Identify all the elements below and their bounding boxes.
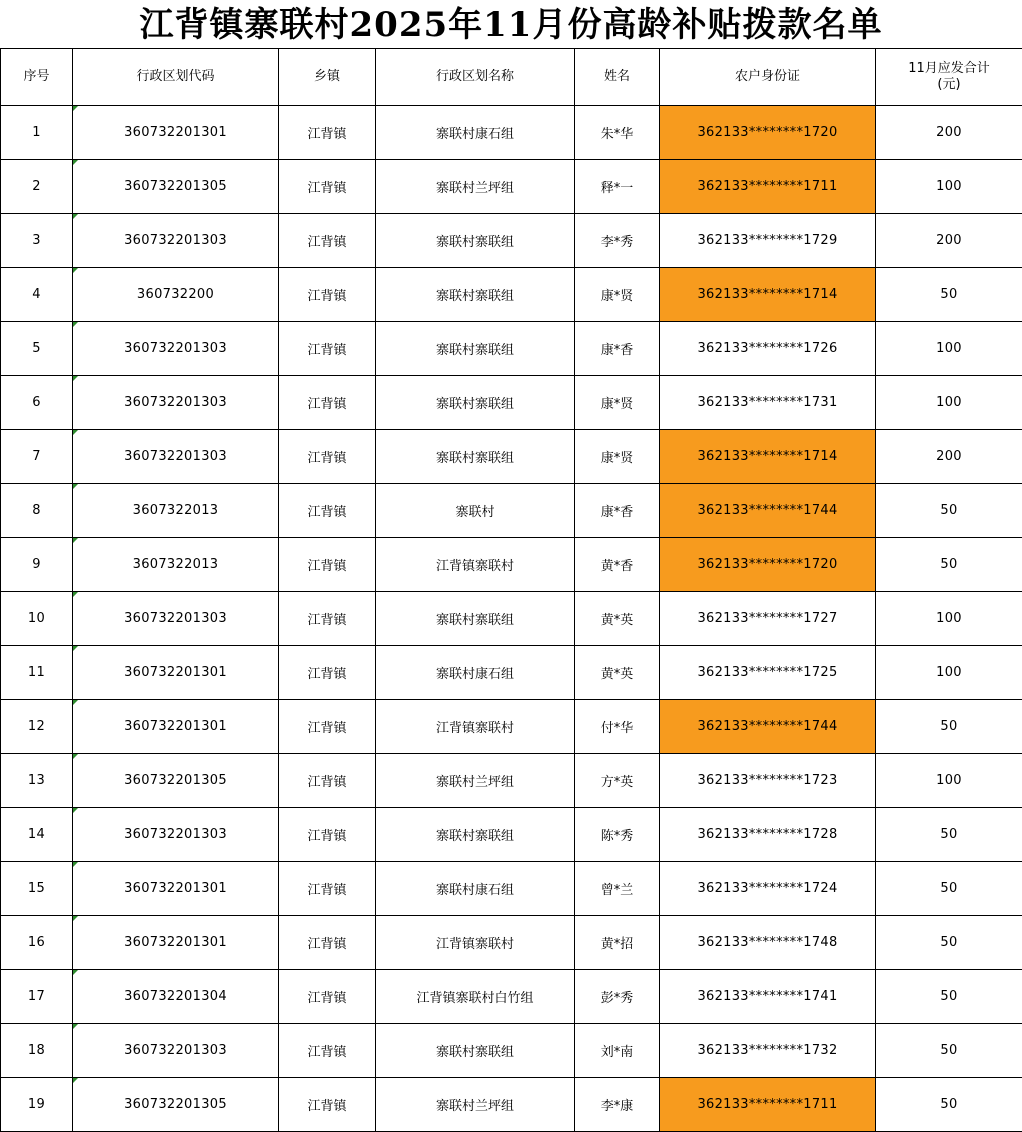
cell-region: 寨联村兰坪组 <box>376 754 575 808</box>
cell-id: 362133********1714 <box>660 268 876 322</box>
cell-id: 362133********1724 <box>660 862 876 916</box>
cell-town: 江背镇 <box>279 808 376 862</box>
cell-town: 江背镇 <box>279 484 376 538</box>
cell-region: 寨联村寨联组 <box>376 592 575 646</box>
cell-region: 寨联村康石组 <box>376 862 575 916</box>
cell-code <box>73 1078 279 1132</box>
cell-marker-icon <box>73 214 78 219</box>
cell-code <box>73 268 279 322</box>
cell-code <box>73 538 279 592</box>
cell-town: 江背镇 <box>279 322 376 376</box>
cell-seq: 15 <box>1 862 73 916</box>
cell-code-text: 360732201304 <box>124 989 227 1004</box>
table-row <box>1 430 1022 484</box>
cell-name: 李*秀 <box>575 214 660 268</box>
cell-region: 寨联村寨联组 <box>376 322 575 376</box>
cell-id: 362133********1744 <box>660 700 876 754</box>
cell-name: 黄*香 <box>575 538 660 592</box>
cell-seq: 4 <box>1 268 73 322</box>
cell-code <box>73 862 279 916</box>
cell-id: 362133********1748 <box>660 916 876 970</box>
cell-seq: 5 <box>1 322 73 376</box>
cell-town: 江背镇 <box>279 862 376 916</box>
cell-name: 康*贤 <box>575 430 660 484</box>
table-row <box>1 106 1022 160</box>
cell-seq: 7 <box>1 430 73 484</box>
cell-name: 方*英 <box>575 754 660 808</box>
cell-code <box>73 376 279 430</box>
header-row <box>1 49 1022 106</box>
table-row <box>1 322 1022 376</box>
cell-name: 黄*英 <box>575 592 660 646</box>
cell-code <box>73 430 279 484</box>
cell-amount: 50 <box>876 268 1022 322</box>
table-row <box>1 1078 1022 1132</box>
cell-id: 362133********1720 <box>660 538 876 592</box>
cell-code <box>73 754 279 808</box>
cell-marker-icon <box>73 808 78 813</box>
cell-region: 江背镇寨联村 <box>376 700 575 754</box>
cell-seq: 8 <box>1 484 73 538</box>
table-row <box>1 592 1022 646</box>
cell-name: 康*贤 <box>575 268 660 322</box>
cell-code-text: 360732201301 <box>124 125 227 140</box>
cell-amount: 50 <box>876 484 1022 538</box>
cell-name: 彭*秀 <box>575 970 660 1024</box>
table-header <box>1 49 1022 106</box>
cell-town: 江背镇 <box>279 160 376 214</box>
cell-id: 362133********1727 <box>660 592 876 646</box>
cell-town: 江背镇 <box>279 268 376 322</box>
table-body <box>1 106 1022 1132</box>
cell-code-text: 360732201303 <box>124 449 227 464</box>
cell-code <box>73 700 279 754</box>
cell-town: 江背镇 <box>279 916 376 970</box>
cell-region: 寨联村康石组 <box>376 646 575 700</box>
cell-code-text: 3607322013 <box>133 503 219 518</box>
cell-id: 362133********1744 <box>660 484 876 538</box>
cell-code <box>73 592 279 646</box>
cell-code <box>73 970 279 1024</box>
cell-marker-icon <box>73 376 78 381</box>
page-title: 江背镇寨联村2025年11月份高龄补贴拨款名单 <box>0 0 1022 48</box>
cell-amount: 50 <box>876 538 1022 592</box>
cell-town: 江背镇 <box>279 376 376 430</box>
cell-name: 曾*兰 <box>575 862 660 916</box>
cell-code <box>73 1024 279 1078</box>
cell-code-text: 360732201301 <box>124 665 227 680</box>
cell-code-text: 360732201303 <box>124 827 227 842</box>
cell-region: 江背镇寨联村白竹组 <box>376 970 575 1024</box>
cell-region: 寨联村寨联组 <box>376 808 575 862</box>
cell-marker-icon <box>73 430 78 435</box>
cell-amount: 200 <box>876 214 1022 268</box>
cell-town: 江背镇 <box>279 700 376 754</box>
cell-town: 江背镇 <box>279 754 376 808</box>
cell-code-text: 360732201301 <box>124 881 227 896</box>
cell-name: 康*香 <box>575 484 660 538</box>
cell-amount: 50 <box>876 808 1022 862</box>
cell-amount: 100 <box>876 592 1022 646</box>
header-amount <box>876 49 1022 106</box>
cell-marker-icon <box>73 700 78 705</box>
cell-amount: 50 <box>876 970 1022 1024</box>
cell-marker-icon <box>73 646 78 651</box>
cell-seq: 1 <box>1 106 73 160</box>
cell-id: 362133********1732 <box>660 1024 876 1078</box>
cell-region: 江背镇寨联村 <box>376 916 575 970</box>
cell-amount: 100 <box>876 754 1022 808</box>
header-region: 行政区划名称 <box>376 49 575 106</box>
header-town: 乡镇 <box>279 49 376 106</box>
table-row <box>1 268 1022 322</box>
cell-id: 362133********1711 <box>660 1078 876 1132</box>
cell-region: 寨联村寨联组 <box>376 430 575 484</box>
cell-code-text: 360732201301 <box>124 935 227 950</box>
cell-code-text: 360732201305 <box>124 773 227 788</box>
cell-town: 江背镇 <box>279 538 376 592</box>
cell-code-text: 3607322013 <box>133 557 219 572</box>
cell-id: 362133********1725 <box>660 646 876 700</box>
cell-amount: 50 <box>876 862 1022 916</box>
cell-amount: 50 <box>876 700 1022 754</box>
cell-marker-icon <box>73 970 78 975</box>
cell-region: 寨联村兰坪组 <box>376 160 575 214</box>
header-code: 行政区划代码 <box>73 49 279 106</box>
cell-marker-icon <box>73 538 78 543</box>
cell-region: 寨联村 <box>376 484 575 538</box>
cell-town: 江背镇 <box>279 214 376 268</box>
cell-region: 寨联村寨联组 <box>376 214 575 268</box>
cell-region: 寨联村寨联组 <box>376 268 575 322</box>
table-row <box>1 862 1022 916</box>
cell-code <box>73 916 279 970</box>
table-row <box>1 916 1022 970</box>
cell-name: 康*香 <box>575 322 660 376</box>
cell-code-text: 360732201303 <box>124 611 227 626</box>
cell-marker-icon <box>73 754 78 759</box>
cell-amount: 100 <box>876 646 1022 700</box>
cell-town: 江背镇 <box>279 1078 376 1132</box>
cell-name: 朱*华 <box>575 106 660 160</box>
cell-seq: 12 <box>1 700 73 754</box>
cell-id: 362133********1714 <box>660 430 876 484</box>
cell-code <box>73 484 279 538</box>
cell-seq: 19 <box>1 1078 73 1132</box>
cell-id: 362133********1741 <box>660 970 876 1024</box>
header-id: 农户身份证 <box>660 49 876 106</box>
cell-town: 江背镇 <box>279 106 376 160</box>
cell-id: 362133********1731 <box>660 376 876 430</box>
header-amount-line1: 11月应发合计 <box>876 61 1022 77</box>
cell-region: 寨联村兰坪组 <box>376 1078 575 1132</box>
cell-name: 康*贤 <box>575 376 660 430</box>
cell-region: 江背镇寨联村 <box>376 538 575 592</box>
cell-id: 362133********1720 <box>660 106 876 160</box>
cell-name: 刘*南 <box>575 1024 660 1078</box>
cell-marker-icon <box>73 592 78 597</box>
table-row <box>1 646 1022 700</box>
cell-seq: 16 <box>1 916 73 970</box>
cell-marker-icon <box>73 268 78 273</box>
cell-name: 李*康 <box>575 1078 660 1132</box>
cell-code <box>73 322 279 376</box>
cell-id: 362133********1728 <box>660 808 876 862</box>
cell-seq: 10 <box>1 592 73 646</box>
table-row <box>1 1024 1022 1078</box>
cell-seq: 17 <box>1 970 73 1024</box>
cell-region: 寨联村寨联组 <box>376 376 575 430</box>
cell-code-text: 360732201303 <box>124 1043 227 1058</box>
cell-town: 江背镇 <box>279 970 376 1024</box>
cell-code <box>73 808 279 862</box>
cell-name: 付*华 <box>575 700 660 754</box>
cell-name: 陈*秀 <box>575 808 660 862</box>
header-name: 姓名 <box>575 49 660 106</box>
cell-marker-icon <box>73 862 78 867</box>
table-row <box>1 754 1022 808</box>
subsidy-table <box>0 48 1022 1132</box>
table-row <box>1 970 1022 1024</box>
cell-seq: 2 <box>1 160 73 214</box>
cell-id: 362133********1723 <box>660 754 876 808</box>
cell-seq: 6 <box>1 376 73 430</box>
cell-name: 释*一 <box>575 160 660 214</box>
cell-code-text: 360732200 <box>137 287 214 302</box>
cell-id: 362133********1726 <box>660 322 876 376</box>
cell-code <box>73 106 279 160</box>
cell-marker-icon <box>73 160 78 165</box>
cell-code-text: 360732201303 <box>124 233 227 248</box>
table-row <box>1 808 1022 862</box>
cell-amount: 50 <box>876 916 1022 970</box>
cell-id: 362133********1711 <box>660 160 876 214</box>
cell-amount: 200 <box>876 106 1022 160</box>
cell-town: 江背镇 <box>279 646 376 700</box>
cell-marker-icon <box>73 1078 78 1083</box>
cell-code-text: 360732201305 <box>124 1097 227 1112</box>
cell-code-text: 360732201305 <box>124 179 227 194</box>
table-row <box>1 538 1022 592</box>
cell-code-text: 360732201303 <box>124 395 227 410</box>
cell-marker-icon <box>73 322 78 327</box>
table-row <box>1 376 1022 430</box>
cell-name: 黄*招 <box>575 916 660 970</box>
header-amount-line2: (元) <box>876 77 1022 93</box>
cell-amount: 200 <box>876 430 1022 484</box>
cell-marker-icon <box>73 1024 78 1029</box>
table-row <box>1 484 1022 538</box>
cell-seq: 3 <box>1 214 73 268</box>
cell-amount: 50 <box>876 1078 1022 1132</box>
cell-marker-icon <box>73 106 78 111</box>
cell-amount: 50 <box>876 1024 1022 1078</box>
table-row <box>1 160 1022 214</box>
cell-region: 寨联村康石组 <box>376 106 575 160</box>
cell-seq: 9 <box>1 538 73 592</box>
cell-code-text: 360732201303 <box>124 341 227 356</box>
cell-amount: 100 <box>876 160 1022 214</box>
cell-seq: 11 <box>1 646 73 700</box>
cell-code <box>73 646 279 700</box>
cell-code <box>73 160 279 214</box>
cell-amount: 100 <box>876 322 1022 376</box>
cell-town: 江背镇 <box>279 592 376 646</box>
cell-marker-icon <box>73 484 78 489</box>
cell-town: 江背镇 <box>279 430 376 484</box>
cell-seq: 14 <box>1 808 73 862</box>
cell-code-text: 360732201301 <box>124 719 227 734</box>
header-seq: 序号 <box>1 49 73 106</box>
cell-town: 江背镇 <box>279 1024 376 1078</box>
cell-code <box>73 214 279 268</box>
cell-region: 寨联村寨联组 <box>376 1024 575 1078</box>
cell-seq: 13 <box>1 754 73 808</box>
cell-name: 黄*英 <box>575 646 660 700</box>
cell-id: 362133********1729 <box>660 214 876 268</box>
table-row <box>1 700 1022 754</box>
table-row <box>1 214 1022 268</box>
cell-amount: 100 <box>876 376 1022 430</box>
cell-seq: 18 <box>1 1024 73 1078</box>
cell-marker-icon <box>73 916 78 921</box>
